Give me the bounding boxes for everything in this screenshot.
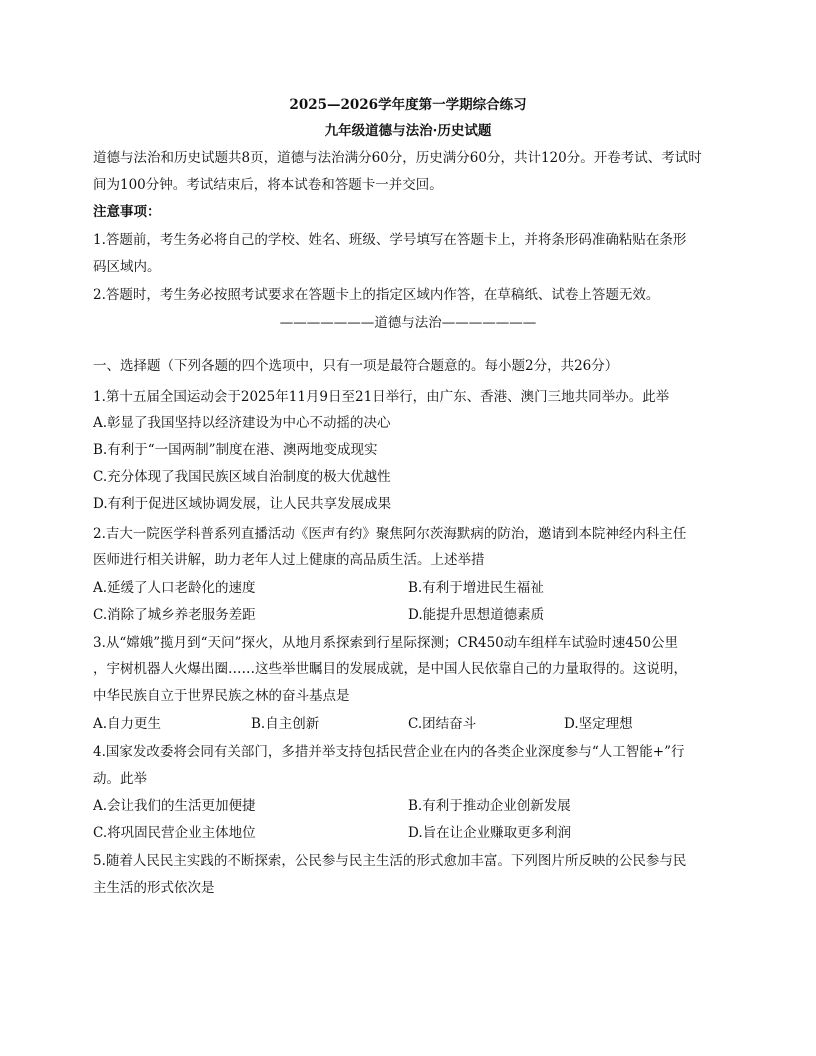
q3-option-b: B.自主创新 [251,716,320,732]
q2-option-d: D.能提升思想道德素质 [408,607,545,623]
q3-stem-line-3: 中华民族自立于世界民族之林的奋斗基点是 [93,688,350,704]
q1-option-b: B.有利于“一国两制”制度在港、澳两地变成现实 [93,442,378,458]
q2-option-b: B.有利于增进民生福祉 [408,580,544,596]
q1-option-d: D.有利于促进区域协调发展，让人民共享发展成果 [93,496,392,512]
q4-option-b: B.有利于推动企业创新发展 [408,798,571,814]
notice-heading: 注意事项： [93,204,161,220]
exam-subtitle: 九年级道德与法治·历史试题 [324,123,492,139]
q4-stem-line-1: 4.国家发改委将会同有关部门，多措并举支持包括民营企业在内的各类企业深度参与“人工智能+”行 [93,744,685,760]
q4-option-a: A.会让我们的生活更加便捷 [93,798,256,814]
notice-item-1-line-1: 1.答题前，考生务必将自己的学校、姓名、班级、学号填写在答题卡上，并将条形码准确粘贴在条形 [93,232,687,248]
q4-option-c: C.将巩固民营企业主体地位 [93,825,256,841]
q3-stem-line-2: ，宇树机器人火爆出圈……这些举世瞩目的发展成就，是中国人民依靠自己的力量取得的。这说明， [93,661,687,677]
exam-title: 2025—2026学年度第一学期综合练习 [289,97,527,113]
q1-stem: 1.第十五届全国运动会于2025年11月9日至21日举行，由广东、香港、澳门三地共同举办。此举 [93,389,670,405]
q4-option-d: D.旨在让企业赚取更多利润 [408,825,572,841]
q2-stem-line-2: 医师进行相关讲解，助力老年人过上健康的高品质生活。上述举措 [93,552,485,568]
q3-stem-line-1: 3.从“嫦娥”揽月到“天问”探火，从地月系探索到行星际探测；CR450动车组样车试验时速450公里 [93,635,679,651]
notice-item-1-line-2: 码区域内。 [93,259,161,275]
q4-stem-line-2: 动。此举 [93,771,147,787]
q2-stem-line-1: 2.吉大一院医学科普系列直播活动《医声有约》聚焦阿尔茨海默病的防治，邀请到本院神经内科主任 [93,526,687,542]
q2-option-a: A.延缓了人口老龄化的速度 [93,580,256,596]
q3-option-c: C.团结奋斗 [408,716,477,732]
q1-option-a: A.彰显了我国坚持以经济建设为中心不动摇的决心 [93,415,391,431]
q1-option-c: C.充分体现了我国民族区域自治制度的极大优越性 [93,469,391,485]
q3-option-a: A.自力更生 [93,716,162,732]
q5-stem-line-2: 主生活的形式依次是 [93,880,215,896]
intro-line-1: 道德与法治和历史试题共8页，道德与法治满分60分，历史满分60分，共计120分。开卷考试、考试时 [93,150,702,166]
q2-option-c: C.消除了城乡养老服务差距 [93,607,256,623]
q5-stem-line-1: 5.随着人民民主实践的不断探索，公民参与民主生活的形式愈加丰富。下列图片所反映的公民参与民 [93,853,687,869]
section-divider: ———————道德与法治——————— [279,315,537,331]
intro-line-2: 间为100分钟。考试结束后，将本试卷和答题卡一并交回。 [93,177,443,193]
q3-option-d: D.坚定理想 [564,716,633,732]
part1-heading: 一、选择题（下列各题的四个选项中，只有一项是最符合题意的。每小题2分，共26分） [93,358,619,374]
notice-item-2: 2.答题时，考生务必按照考试要求在答题卡上的指定区域内作答，在草稿纸、试卷上答题无效。 [93,287,660,303]
